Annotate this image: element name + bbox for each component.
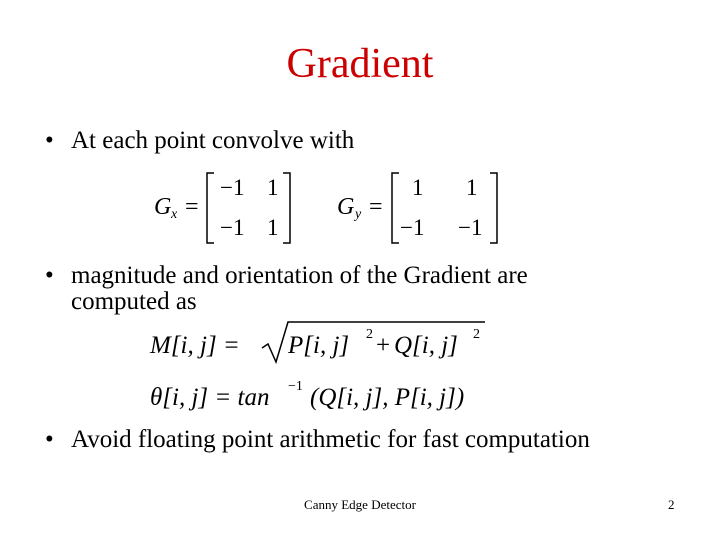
bullet-dot: •	[45, 426, 54, 453]
gy-cell-1-0: −1	[400, 215, 425, 240]
arctan-superscript: −1	[288, 379, 303, 394]
bullet-2-text: magnitude and orientation of the Gradient are	[71, 262, 528, 289]
gx-cell-0-0: −1	[220, 175, 245, 200]
bullet-dot: •	[45, 262, 54, 289]
bullet-1-text: At each point convolve with	[71, 127, 355, 154]
bullet-dot: •	[45, 127, 54, 154]
magnitude-equation	[145, 316, 495, 366]
gx-cell-1-1: 1	[267, 215, 279, 240]
svg-text:=: =	[369, 194, 383, 220]
svg-text:x: x	[171, 207, 178, 222]
q-exponent: 2	[473, 327, 480, 342]
gy-cell-0-0: 1	[412, 175, 424, 200]
plus-sign: +	[376, 332, 391, 359]
right-bracket	[490, 173, 497, 243]
gy-cell-1-1: −1	[458, 215, 483, 240]
svg-text:y: y	[355, 207, 362, 222]
footer-title: Canny Edge Detector	[304, 497, 416, 512]
gx-cell-0-1: 1	[267, 175, 279, 200]
convolution-kernels	[140, 168, 520, 250]
svg-text:=: =	[185, 194, 199, 220]
bullet-2-continuation: computed as	[71, 288, 197, 315]
bullet-2	[45, 262, 528, 290]
gx-label	[154, 194, 199, 222]
gy-cell-0-1: 1	[466, 175, 478, 200]
page-number: 2	[668, 497, 675, 512]
magnitude-lhs: M[i, j] =	[150, 332, 240, 359]
gy-label	[337, 194, 383, 222]
slide-title: Gradient	[286, 41, 434, 87]
bullet-1	[45, 127, 354, 155]
bullet-3-text: Avoid floating point arithmetic for fast computation	[71, 426, 590, 453]
left-bracket	[207, 173, 214, 243]
q-term: Q[i, j]	[394, 332, 458, 359]
orientation-lhs: θ[i, j] = tan	[150, 384, 270, 411]
orientation-equation	[145, 372, 505, 416]
bullet-3	[45, 426, 590, 454]
gx-cell-1-0: −1	[220, 215, 245, 240]
right-bracket	[283, 173, 290, 243]
orientation-args: (Q[i, j], P[i, j])	[310, 384, 465, 411]
p-exponent: 2	[366, 327, 373, 342]
svg-text:G: G	[337, 194, 355, 220]
svg-text:G: G	[154, 194, 172, 220]
left-bracket	[392, 173, 399, 243]
p-term: P[i, j]	[288, 332, 350, 359]
